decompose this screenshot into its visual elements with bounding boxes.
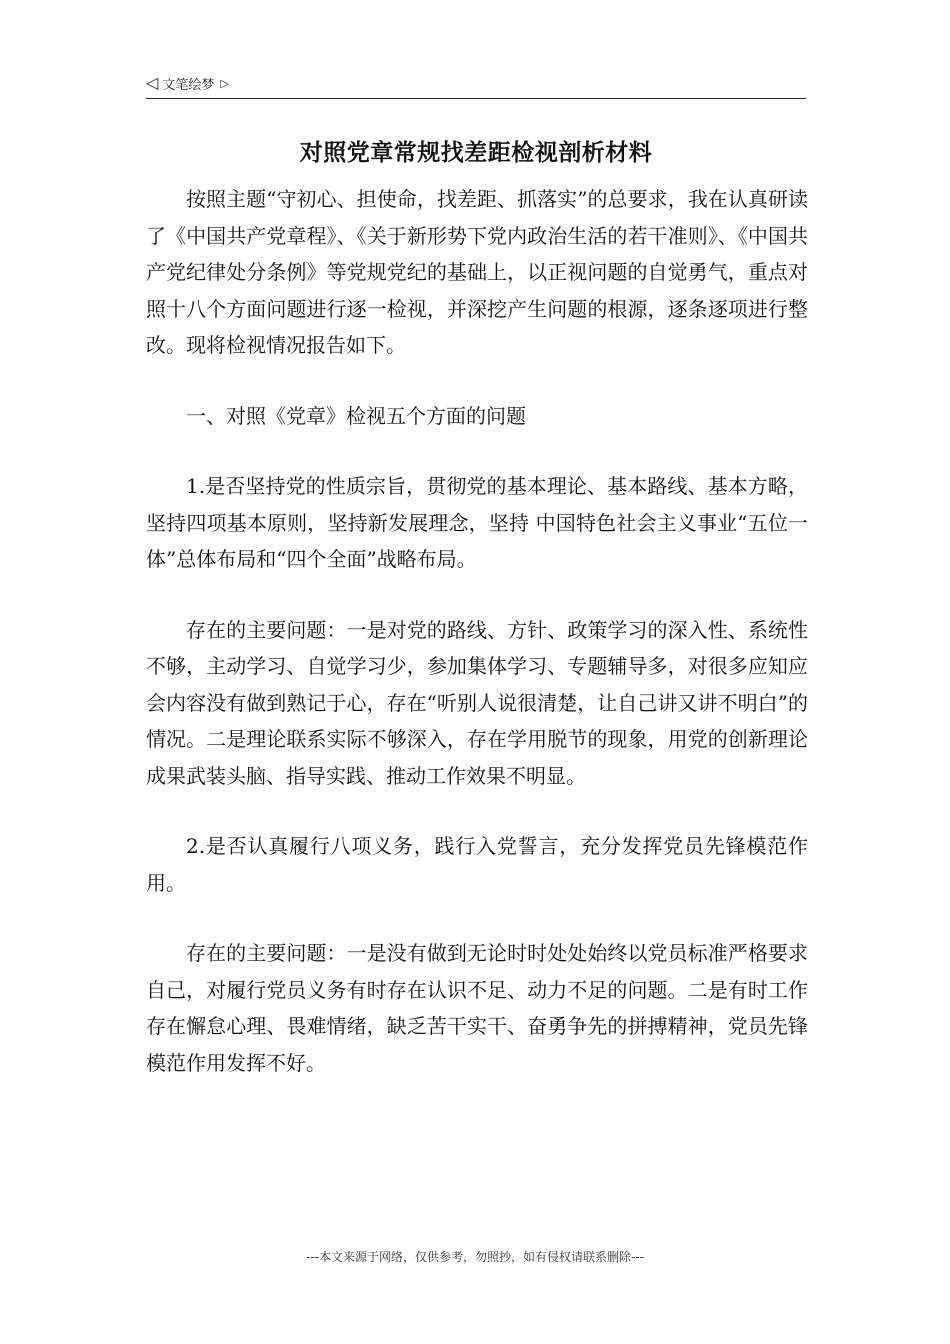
item-2-problems: 存在的主要问题：一是没有做到无论时时处处始终以党员标准严格要求自己，对履行党员义务有时存在认识不足、动力不足的问题。二是有时工作存在懈怠心理、畏难情绪，缺乏苦干实干、奋勇争先的拼搏精神，党员先锋模范作用发挥不好。 xyxy=(146,941,808,1075)
section-heading: 一、对照《党章》检视五个方面的问题 xyxy=(186,403,526,428)
header-brand xyxy=(146,72,229,94)
brand-name: 文笔绘梦 xyxy=(162,77,215,93)
intro-paragraph: 按照主题“守初心、担使命，找差距、抓落实”的总要求，我在认真研读了《中国共产党章程》、《关于新形势下党内政治生活的若干准则》、《中国共产党纪律处分条例》等党规党纪的基础上，以正视问题的自觉勇气，重点对照十八个方面问题进行逐一检视，并深挖产生问题的根源，逐条逐项进行整改。现将检视情况报告如下。 xyxy=(146,187,808,357)
triangle-left-icon: ◁ xyxy=(146,73,159,92)
item-2-question: 2.是否认真履行八项义务，践行入党誓言，充分发挥党员先锋模范作用。 xyxy=(146,834,808,895)
page-header xyxy=(146,72,806,99)
triangle-right-icon: ▷ xyxy=(220,76,229,90)
document-body xyxy=(146,181,808,1081)
item-1-problems: 存在的主要问题：一是对党的路线、方针、政策学习的深入性、系统性不够，主动学习、自觉学习少，参加集体学习、专题辅导多，对很多应知应会内容没有做到熟记于心，存在“听别人说很清楚，让自己讲又讲不明白”的情况。二是理论联系实际不够深入，存在学用脱节的现象，用党的创新理论成果武装头脑、指导实践、推动工作效果不明显。 xyxy=(146,617,808,788)
footer-disclaimer: ---本文来源于网络，仅供参考，勿照抄，如有侵权请联系删除--- xyxy=(306,1250,644,1264)
item-1-question: 1.是否坚持党的性质宗旨，贯彻党的基本理论、基本路线、基本方略，坚持四项基本原则，坚持新发展理念，坚持 中国特色社会主义事业“五位一体”总体布局和“四个全面”战略布局。 xyxy=(146,474,808,571)
document-title: 对照党章常规找差距检视剖析材料 xyxy=(299,140,653,166)
